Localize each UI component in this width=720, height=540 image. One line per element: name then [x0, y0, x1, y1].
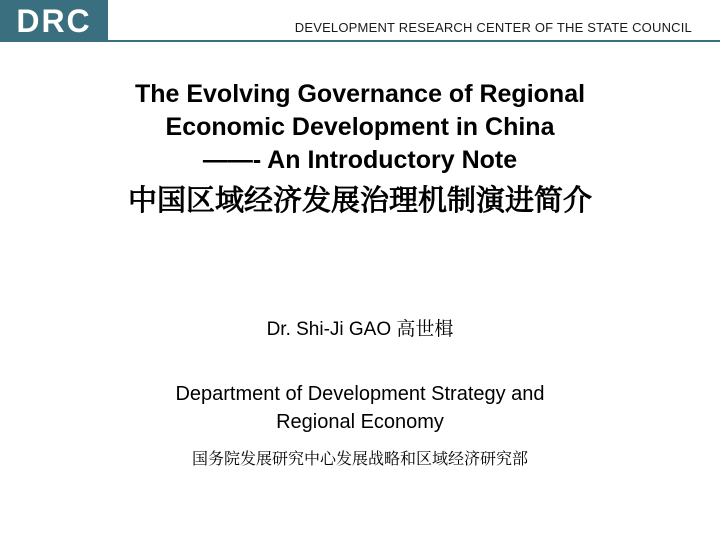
organization-name: DEVELOPMENT RESEARCH CENTER OF THE STATE COUNCIL — [294, 20, 692, 35]
header-divider — [108, 40, 720, 42]
department-chinese: 国务院发展研究中心发展战略和区域经济研究部 — [191, 451, 528, 468]
title-chinese: 中国区域经济发展治理机制演进简介 — [127, 183, 592, 217]
department-name — [0, 380, 720, 436]
department-line-1: Department of Development Strategy and — [175, 383, 545, 405]
department-line-2: Regional Economy — [276, 411, 444, 433]
drc-logo: DRC — [0, 0, 108, 42]
title-line-3: ——- An Introductory Note — [202, 146, 518, 174]
slide-header — [0, 0, 720, 44]
author-name: Dr. Shi-Ji GAO 高世楫 — [266, 319, 454, 340]
slide-title — [0, 78, 720, 219]
title-line-2: Economic Development in China — [165, 113, 555, 141]
title-line-1: The Evolving Governance of Regional — [134, 80, 586, 108]
